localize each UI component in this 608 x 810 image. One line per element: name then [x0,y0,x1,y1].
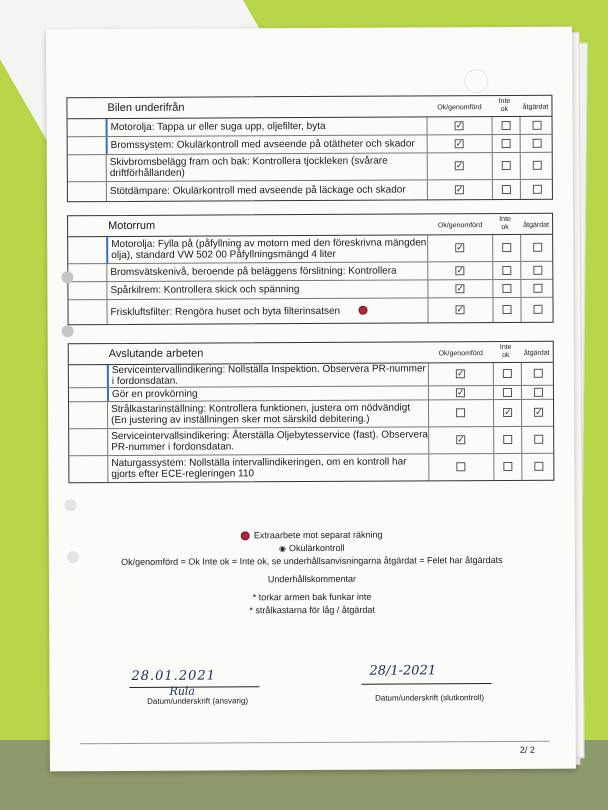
checkbox-atgardat[interactable] [534,369,543,378]
section-underbody [66,95,553,203]
checkbox-inte-ok[interactable]: ✓ [504,406,512,417]
cell-divider [492,298,493,322]
column-header-ok: Ok/genomförd [438,350,483,358]
binder-hole [62,325,74,337]
checkbox-atgardat[interactable] [534,435,543,444]
checkbox-inte-ok[interactable] [503,305,512,314]
cell-divider [492,280,493,297]
checkbox-ok[interactable]: ✓ [455,119,464,130]
checkbox-ok[interactable] [456,462,465,471]
section-title: Motorrum [108,219,156,233]
comment-line-2: * strålkastarna för låg / åtgärdat [249,604,375,616]
checklist-item-text: Skivbromsbelägg fram och bak: Kontrollera tjockleken (svårare driftförhållanden) [106,153,428,181]
checkbox-atgardat[interactable] [533,161,542,170]
checkbox-atgardat[interactable] [533,243,542,252]
column-header-atgardat: åtgärdat [523,221,549,229]
checklist-row [68,153,552,183]
checkbox-inte-ok[interactable] [503,462,512,471]
legend-explanation: Ok/genomförd = Ok Inte ok = Inte ok, se underhållsanvisningarna åtgärdat = Felet har åtgärdats [121,554,503,567]
cell-divider [492,235,493,261]
cell-divider [493,427,494,453]
checkbox-inte-ok[interactable] [502,120,511,129]
checklist-row [68,298,552,325]
legend-extra-label: Extraarbete mot separat räkning [253,529,383,541]
checklist-item-text: Friskluftsfilter: Rengöra huset och byta filterinsatsen [106,298,428,324]
signature-caption-right: Datum/underskrift (slutkontroll) [375,693,485,703]
checklist-item-text: Bromssystem: Okulärkontroll med avseende på otätheter och skador [106,135,428,154]
column-header-inte-ok: Inte ok [499,343,512,359]
cell-divider [492,135,493,152]
checklist-row [68,235,552,265]
cell-divider [492,117,493,134]
cell-divider [520,180,521,199]
checklist-row [68,180,552,202]
cell-divider [493,363,494,385]
checkbox-inte-ok[interactable] [502,161,511,170]
checklist-page [46,27,576,772]
checklist-item-text: Strålkastarinställning: Kontrollera funktionen, justera om nödvändigt (En justering av inställningen sker mot särskild debitering.) [107,400,429,428]
checklist-item-text: Motorolja: Fylla på (påfyllning av motorn med den föreskrivna mängden olja), standard VW 502 00 Påfyllningsmängd 4 liter [106,235,428,263]
cell-divider [492,262,493,279]
cell-divider [521,400,522,426]
handwritten-date-right: 28/1-2021 [369,663,437,679]
cell-divider [493,454,494,480]
column-header-inte-ok: Inte ok [499,215,511,232]
checkbox-atgardat[interactable] [534,387,543,396]
checkbox-ok[interactable]: ✓ [455,183,464,194]
checkbox-inte-ok[interactable] [502,243,511,252]
cell-divider [520,280,521,297]
section-final-work [68,341,555,484]
checkbox-atgardat[interactable] [534,305,543,314]
column-header-atgardat: åtgärdat [522,103,549,111]
section-title: Avslutande arbeten [108,347,204,361]
checkbox-atgardat[interactable] [533,184,542,193]
checkbox-atgardat[interactable] [533,265,542,274]
legend-visual-label: Okulärkontroll [288,542,345,554]
vw-logo-watermark [464,69,488,93]
checkbox-atgardat[interactable]: ✓ [535,406,543,417]
section-engine-bay [67,213,554,326]
column-header-ok: Ok/genomförd [437,104,482,112]
signature-caption-left: Datum/underskrift (ansvarig) [147,696,249,706]
signature-line-right [361,683,491,685]
cell-divider [520,135,521,152]
checkbox-ok[interactable]: ✓ [456,242,464,253]
checklist-row [69,454,553,483]
column-header-atgardat: åtgärdat [523,349,550,357]
checklist-item-text: Motorolja: Tappa ur eller suga upp, oljefilter, byta [106,117,428,136]
cell-divider [521,363,522,385]
section-rows [68,117,552,202]
eye-icon: ◉ [278,544,287,554]
cell-divider [521,427,522,453]
checkbox-ok[interactable]: ✓ [457,434,465,445]
checkbox-ok[interactable]: ✓ [456,264,464,275]
checkbox-inte-ok[interactable] [502,283,511,292]
cell-divider [521,386,522,399]
checkbox-ok[interactable]: ✓ [456,304,465,315]
checkbox-ok[interactable]: ✓ [456,386,465,397]
checklist-item-text: Bromsvätskenivå, beroende på beläggens förslitning: Kontrollera [106,262,428,281]
section-title: Bilen underifrån [107,101,185,115]
checklist-item-text: Spårkilrem: Kontrollera skick och spänning [106,280,428,299]
section-header [67,96,551,120]
checkbox-ok[interactable]: ✓ [456,368,465,379]
footer-divider [80,741,550,744]
checklist-row [69,400,553,430]
section-header [68,214,552,238]
checkbox-atgardat[interactable] [533,120,542,129]
checklist-item-text: Stötdämpare: Okulärkontroll med avseende på läckage och skador [106,180,428,201]
binder-hole [65,499,77,511]
handwritten-signature-left: Rula [169,684,196,698]
comments-title: Underhållskommentar [267,573,356,585]
binder-hole [61,271,73,283]
checkbox-inte-ok[interactable] [502,184,511,193]
legend-visual-check [49,542,575,555]
checkbox-ok[interactable] [456,408,465,417]
cell-divider [520,117,521,134]
cell-divider [520,262,521,279]
handwritten-date-left: 28.01.2021 [131,668,216,684]
checkbox-inte-ok[interactable] [502,265,511,274]
cell-divider [521,454,522,480]
checkbox-inte-ok[interactable] [503,369,512,378]
cell-divider [520,235,521,261]
extra-work-dot-icon [359,306,368,315]
page-number: 2/ 2 [519,744,535,755]
section-rows [68,235,552,325]
checklist-item-text: Naturgassystem: Nollställa intervallindikeringen, om en kontroll har gjorts efter ECE-regleringen 110 [107,454,429,482]
checklist-item-text: Serviceintervallsindikering: Återställa Oljebytesservice (fast). Observera PR-nummer i fordonsdatan. [107,427,429,455]
checkbox-atgardat[interactable] [533,283,542,292]
checkbox-inte-ok[interactable] [502,138,511,147]
cell-divider [492,180,493,199]
cell-divider [493,386,494,399]
extra-work-dot-icon [241,531,250,540]
comment-line-1: * torkar armen bak funkar inte [252,591,372,603]
checkbox-atgardat[interactable] [534,462,543,471]
column-header-ok: Ok/genomförd [437,222,483,230]
cell-divider [492,153,493,179]
column-header-inte-ok: Inte ok [498,97,511,114]
cell-divider [520,298,521,322]
checklist-item-text: Gör en provkörning [107,386,429,401]
checkbox-ok[interactable]: ✓ [456,282,464,293]
legend-extra-work [49,529,575,542]
checkbox-ok[interactable]: ✓ [455,137,464,148]
cell-divider [520,153,521,179]
checkbox-inte-ok[interactable] [503,435,512,444]
section-rows [69,363,554,483]
section-header [69,342,553,366]
checklist-row [69,427,553,457]
checklist-row [69,363,553,389]
cell-divider [493,400,494,426]
checkbox-ok[interactable]: ✓ [455,160,464,171]
checkbox-inte-ok[interactable] [503,387,512,396]
checkbox-atgardat[interactable] [533,138,542,147]
checklist-item-text: Serviceintervallindikering: Nollställa Inspektion. Observera PR-nummer i fordonsdatan. [107,363,429,387]
